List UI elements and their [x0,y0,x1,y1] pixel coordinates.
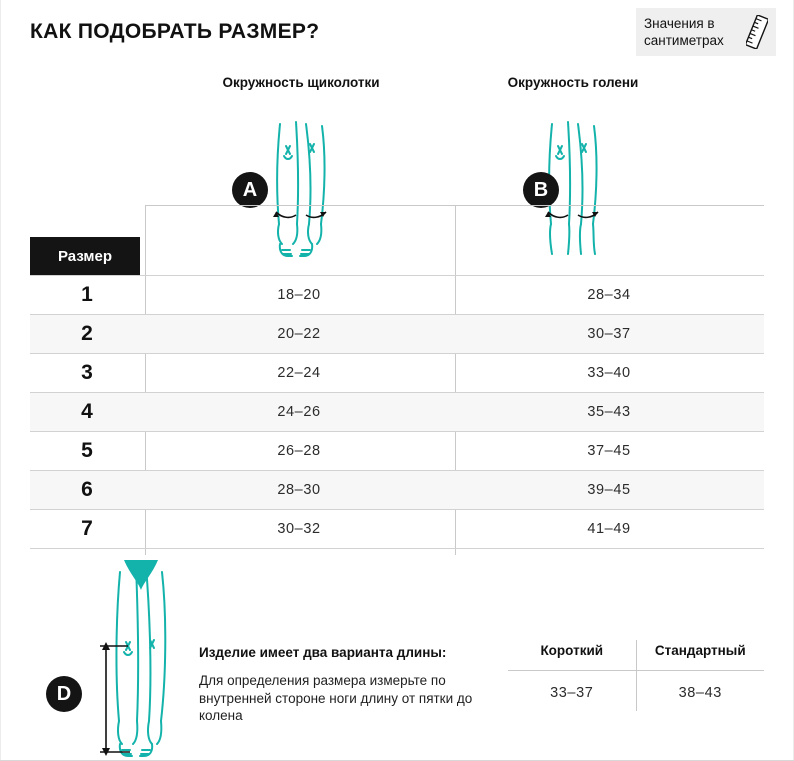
length-table-value-row [508,671,764,712]
length-value-short: 33–37 [508,671,636,712]
length-info-description: Для определения размера измерьте по внутренней стороне ноги длину от пятки до колена [199,673,473,723]
cell-ankle: 28–30 [144,471,454,510]
cell-size: 5 [30,432,144,471]
cell-size: 6 [30,471,144,510]
table-row [30,276,764,315]
cell-ankle: 22–24 [144,354,454,393]
leg-illustration-length [86,556,216,761]
table-row [30,315,764,354]
marker-a: A [232,172,268,208]
cell-calf: 37–45 [454,432,764,471]
cell-calf: 30–37 [454,315,764,354]
ruler-icon [746,15,768,49]
cell-calf: 39–45 [454,471,764,510]
table-row [30,354,764,393]
page-border-left [0,0,1,761]
cell-size: 7 [30,510,144,549]
length-header-short: Короткий [508,640,636,671]
marker-b: B [523,172,559,208]
cell-calf: 35–43 [454,393,764,432]
cell-ankle: 26–28 [144,432,454,471]
table-row [30,510,764,549]
marker-d: D [46,676,82,712]
cell-calf: 33–40 [454,354,764,393]
units-note: Значения в сантиметрах [644,16,724,48]
cell-calf: 28–34 [454,276,764,315]
length-info-title: Изделие имеет два варианта длины: [199,645,447,660]
size-table [30,275,764,549]
cell-ankle: 30–32 [144,510,454,549]
cell-ankle: 24–26 [144,393,454,432]
cell-size: 4 [30,393,144,432]
page-title: КАК ПОДОБРАТЬ РАЗМЕР? [30,20,320,43]
cell-size: 2 [30,315,144,354]
size-column-badge: Размер [30,237,140,275]
column-header-ankle: Окружность щиколотки [222,75,380,90]
table-row [30,432,764,471]
units-badge [636,8,776,56]
cell-size: 1 [30,276,144,315]
length-header-standard: Стандартный [654,643,746,658]
cell-ankle: 18–20 [144,276,454,315]
column-header-calf: Окружность голени [507,75,639,90]
table-row [30,471,764,510]
table-row [30,393,764,432]
cell-size: 3 [30,354,144,393]
length-info-block [199,645,509,725]
length-table-header-row [508,640,764,671]
size-table-wrapper [30,275,764,549]
length-table [508,640,764,711]
cell-calf: 41–49 [454,510,764,549]
length-value-standard: 38–43 [636,671,764,712]
cell-ankle: 20–22 [144,315,454,354]
